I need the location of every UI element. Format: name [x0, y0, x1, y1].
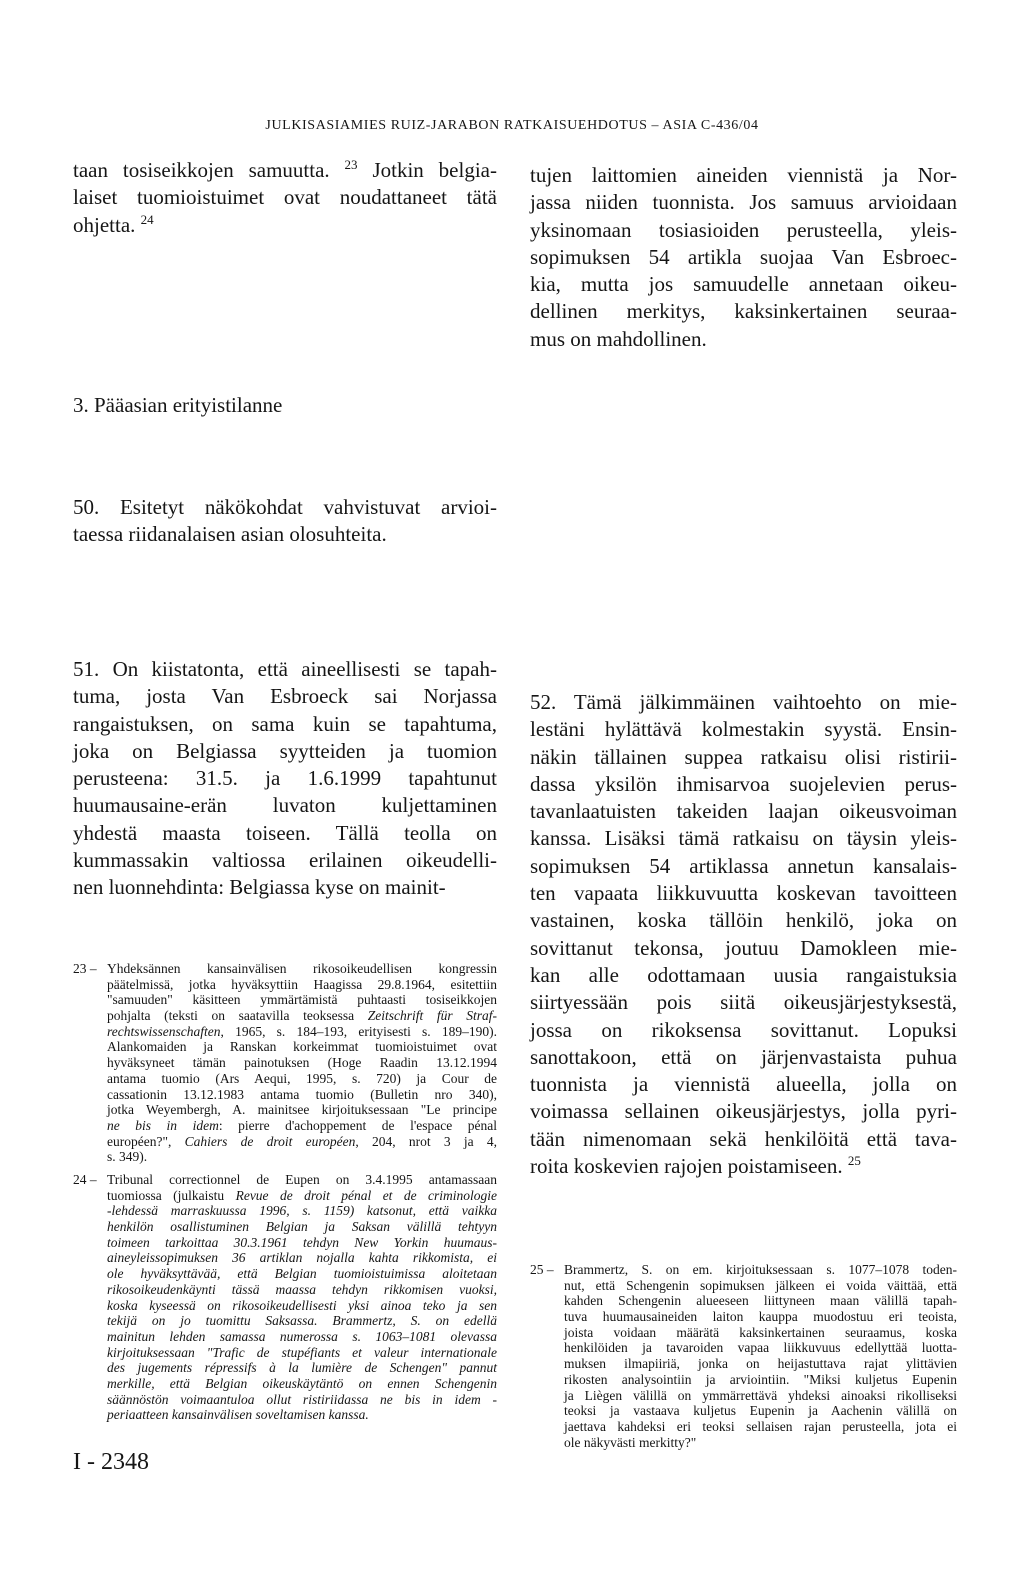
text-line [107, 1235, 497, 1251]
text-line: jotka Weyembergh, A. mainitsee kirjoituksessaan "Le principe [107, 1102, 497, 1118]
text-line [107, 1219, 497, 1235]
text-line: joista voidaan määrätä kaksinkertainen seuraamus, koska [564, 1324, 957, 1340]
text-line: tujen laittomien aineiden viennistä ja Nor- [530, 163, 957, 187]
text-line: voimassa sellainen oikeusjärjestys, jolla pyri- [530, 1099, 957, 1124]
text-run: Jotkin belgia- [357, 158, 497, 182]
text-line: yksinomaan tosiasioiden perusteella, yleis- [530, 217, 957, 242]
text-line: kia, mutta jos samuudelle annetaan oikeu- [530, 272, 957, 297]
text-line [107, 1024, 497, 1040]
text-line: tään nimenomaan sekä henkilöitä että tava- [530, 1126, 957, 1151]
italic-text-run: des jugements répressifs à la lumière de Schengen" pannut [107, 1360, 497, 1376]
text-line: jossa on rikoksensa sovittanut. Lopuksi [530, 1017, 957, 1042]
text-line: jassa niiden tuonnista. Jos samuus arvioidaan [530, 190, 957, 215]
text-line: 50. Esitetyt näkökohdat vahvistuvat arvioi- [73, 495, 497, 519]
footnote-reference: 23 [344, 157, 358, 172]
footnote-text [107, 961, 497, 1165]
text-line: "samuuden" käsitteen ymmärtämistä puhtaasti tosiseikkojen [107, 992, 497, 1008]
text-line [107, 1188, 497, 1204]
text-line: 52. Tämä jälkimmäinen vaihtoehto on mie- [530, 690, 957, 714]
text-line: tuma, josta Van Esbroeck sai Norjassa [73, 684, 497, 709]
text-line: dellinen merkitys, kaksinkertainen seuraa- [530, 299, 957, 324]
text-line: nut, että Schengenin sopimuksen jälkeen ei voida väittää, että [564, 1277, 957, 1293]
text-line: Tribunal correctionnel de Eupen on 3.4.1995 antamassaan [107, 1172, 497, 1187]
text-line: perusteena: 31.5. ja 1.6.1999 tapahtunut [73, 766, 497, 791]
text-line: joka on Belgiassa syytteiden ja tuomion [73, 738, 497, 763]
text-line [107, 1313, 497, 1329]
text-line: ten vapaata liikkuvuutta koskevan tavoitteen [530, 881, 957, 906]
text-run: taan tosiseikkojen samuutta. [73, 158, 345, 182]
italic-text-run: ne bis in idem [107, 1117, 219, 1133]
text-line: sanottakoon, että on järjenvastaista puhua [530, 1044, 957, 1069]
text-run: européen?", [107, 1133, 185, 1149]
text-line [107, 1250, 497, 1266]
italic-text-run: merkille, että Belgian oikeuskäytäntö on ennen Schengenin [107, 1375, 497, 1391]
italic-text-run: mainitun lehden samassa numerossa s. 1063–1081 olevassa [107, 1328, 497, 1344]
footnote-number: 23 – [73, 961, 97, 976]
text-run: : pierre d'achoppement de l'espace pénal [218, 1117, 497, 1133]
italic-text-run: Zeitschrift für Straf- [367, 1008, 497, 1024]
text-line: jaettava kahdeksi eri teoksi sellaisen rajan perusteella, jota ei [564, 1418, 957, 1434]
running-header: JULKISASIAMIES RUIZ-JARABON RATKAISUEHDOTUS – ASIA C-436/04 [265, 118, 759, 133]
italic-text-run: -lehdessä marraskuussa 1996, s. 1159) katsonut, että vaikka [107, 1203, 497, 1219]
text-line: kan alle odottamaan uusia rangaistuksia [530, 962, 957, 987]
text-line: mus on mahdollinen. [530, 326, 707, 351]
footnote-text [107, 1172, 497, 1423]
text-line: teoksi ja vastaava kuljetus Eupenin ja Aachenin välillä on [564, 1403, 957, 1419]
text-line: laiset tuomioistuimet ovat noudattaneet tätä [73, 185, 497, 210]
text-line: Alankomaiden ja Ranskan korkeimmat tuomioistuimet ovat [107, 1039, 497, 1055]
paragraph-50 [73, 494, 497, 549]
footnote-reference: 25 [847, 1153, 861, 1169]
text-line: dassa yksilön ihmisarvoa suojelevien perus- [530, 771, 957, 796]
paragraph-continuation-left [73, 157, 497, 239]
text-line: sovittanut tekonsa, joutuu Damokleen mie- [530, 935, 957, 960]
text-line: näkin tällainen suppea ratkaisu olisi ristirii- [530, 744, 957, 769]
text-line: ole näkyvästi merkitty?" [564, 1434, 697, 1450]
text-line [107, 1282, 497, 1298]
text-line: päätelmissä, jotka hyväksyttiin Haagissa 29.8.1964, esitettiin [107, 976, 497, 992]
text-line [107, 1329, 497, 1345]
text-line: tuva huumausaineiden laiton kauppa muodostuu eri teoista, [564, 1309, 957, 1325]
italic-text-run: henkilön osallistuminen Belgian ja Saksan välillä tehtyyn [107, 1219, 497, 1235]
section-heading: 3. Pääasian erityistilanne [73, 393, 283, 417]
italic-text-run: koska kyseessä on rikosoikeudellisesti yksi ainoa teko ja sen [107, 1297, 497, 1313]
text-line: vastainen, koska tällöin henkilö, joka on [530, 908, 957, 933]
text-line: muksen ilmapiiriä, jonka on heijastuttava rajat ylittävien [564, 1356, 957, 1372]
text-run: , 1965, s. 184–193, erityisesti s. 189–190). [220, 1023, 497, 1039]
text-run: roita koskevien rajojen poistamiseen. [530, 1154, 848, 1179]
italic-text-run: rikosoikeudenkäynti tässä maassa tehdyn rikkomisen vuoksi, [107, 1281, 497, 1297]
text-run: pohjalta (teksti on saatavilla teoksessa [107, 1008, 368, 1024]
text-line [107, 1203, 497, 1219]
text-line: ja Liègen välillä on ymmärrettävä yhdeksi ainoaksi rikolliseksi [564, 1387, 957, 1403]
text-line: cassationin 13.12.1983 antama tuomio (Bulletin nro 340), [107, 1086, 497, 1102]
text-line: sopimuksen 54 artiklassa annetun kansalais- [530, 853, 957, 878]
text-line [73, 157, 497, 184]
text-line: 51. On kiistatonta, että aineellisesti se tapah- [73, 657, 497, 681]
text-line: henkilöiden ja tavaroiden vapaa liikkuvuus edellyttää luotta- [564, 1340, 957, 1356]
footnote-reference: 24 [140, 211, 154, 227]
text-line [107, 1118, 497, 1134]
footnote-number: 25 – [530, 1262, 554, 1277]
paragraph-52 [530, 689, 957, 1180]
text-run: tuomiossa (julkaistu [107, 1187, 236, 1203]
text-run: , 204, nrot 3 ja 4, [355, 1133, 497, 1149]
italic-text-run: Revue de droit pénal et de criminologie [235, 1187, 497, 1203]
text-line: kummassakin valtiossa erilainen oikeudelli- [73, 848, 497, 873]
text-line: sopimuksen 54 artikla suojaa Van Esbroec- [530, 244, 957, 269]
italic-text-run: tekijä on jo tuomittu Saksassa. Brammertz, S. on edellä [107, 1313, 497, 1329]
text-line [107, 1266, 497, 1282]
text-line [107, 1134, 497, 1150]
text-line: taessa riidanalaisen asian olosuhteita. [73, 522, 387, 547]
text-line [107, 1008, 497, 1024]
text-line: yhdestä maasta toiseen. Tällä teolla on [73, 820, 497, 845]
text-line: tuonnista ja viennistä alueella, jolla on [530, 1072, 957, 1097]
italic-text-run: säännöstön voimaantuloa ollut ristiriidassa ne bis in idem - [107, 1391, 497, 1407]
text-line [107, 1298, 497, 1314]
text-line: hyväksyneet tämän painotuksen (Hoge Raadin 13.12.1994 [107, 1055, 497, 1071]
text-run: ohjetta. [73, 212, 141, 237]
italic-text-run: toimeen tarkoittaa 30.3.1961 tehdyn New Yorkin huumaus- [107, 1234, 497, 1250]
footnote-text [564, 1262, 957, 1450]
text-line: nen luonnehdinta: Belgiassa kyse on mainit- [73, 875, 446, 900]
italic-text-run: ole hyväksyttävää, että Belgian tuomioistuimissa aloitetaan [107, 1266, 497, 1282]
text-line: s. 349). [107, 1149, 148, 1165]
text-line: lestäni hylättävä kolmestakin syystä. Ensin- [530, 717, 957, 742]
text-line: siirtyessään pois siitä oikeusjärjestyksestä, [530, 990, 957, 1015]
text-line [107, 1376, 497, 1392]
text-line: rikosten analysointiin ja arviointiin. "Miksi kuljetus Eupenin [564, 1371, 957, 1387]
italic-text-run: periaatteen kansainvälisen soveltamisen kanssa. [107, 1407, 369, 1423]
text-line: rangaistuksen, on sama kuin se tapahtuma, [73, 711, 497, 736]
text-line: tavanlaatuisten takeiden laajan oikeusvoiman [530, 799, 957, 824]
paragraph-continuation-right [530, 162, 957, 353]
text-line [530, 1153, 957, 1180]
paragraph-51 [73, 656, 497, 902]
italic-text-run: rechtswissenschaften [107, 1023, 221, 1039]
page-number: I - 2348 [73, 1449, 149, 1475]
text-line: Brammertz, S. on em. kirjoituksessaan s. 1077–1078 toden- [564, 1262, 957, 1277]
text-line [107, 1407, 497, 1423]
text-line [107, 1360, 497, 1376]
text-line: huumausaine-erän luvaton kuljettaminen [73, 793, 497, 818]
footnote-number: 24 – [73, 1172, 97, 1187]
text-line [107, 1392, 497, 1408]
text-line: kahden Schengenin alueeseen liittyneen maan välillä tapah- [564, 1293, 957, 1309]
italic-text-run: kirjoituksessaan "Trafic de stupéfiants et valeur internationale [107, 1344, 497, 1360]
italic-text-run: Cahiers de droit européen [184, 1133, 356, 1149]
text-line [107, 1345, 497, 1361]
text-line: kanssa. Lisäksi tämä ratkaisu on täysin yleis- [530, 826, 957, 851]
text-line: antama tuomio (Ars Aequi, 1995, s. 720) ja Cour de [107, 1070, 497, 1086]
italic-text-run: aineyleissopimuksen 36 artiklan nojalla kahta rikkomista, ei [107, 1250, 497, 1266]
text-line [73, 212, 497, 239]
text-line: Yhdeksännen kansainvälisen rikosoikeudellisen kongressin [107, 961, 497, 976]
